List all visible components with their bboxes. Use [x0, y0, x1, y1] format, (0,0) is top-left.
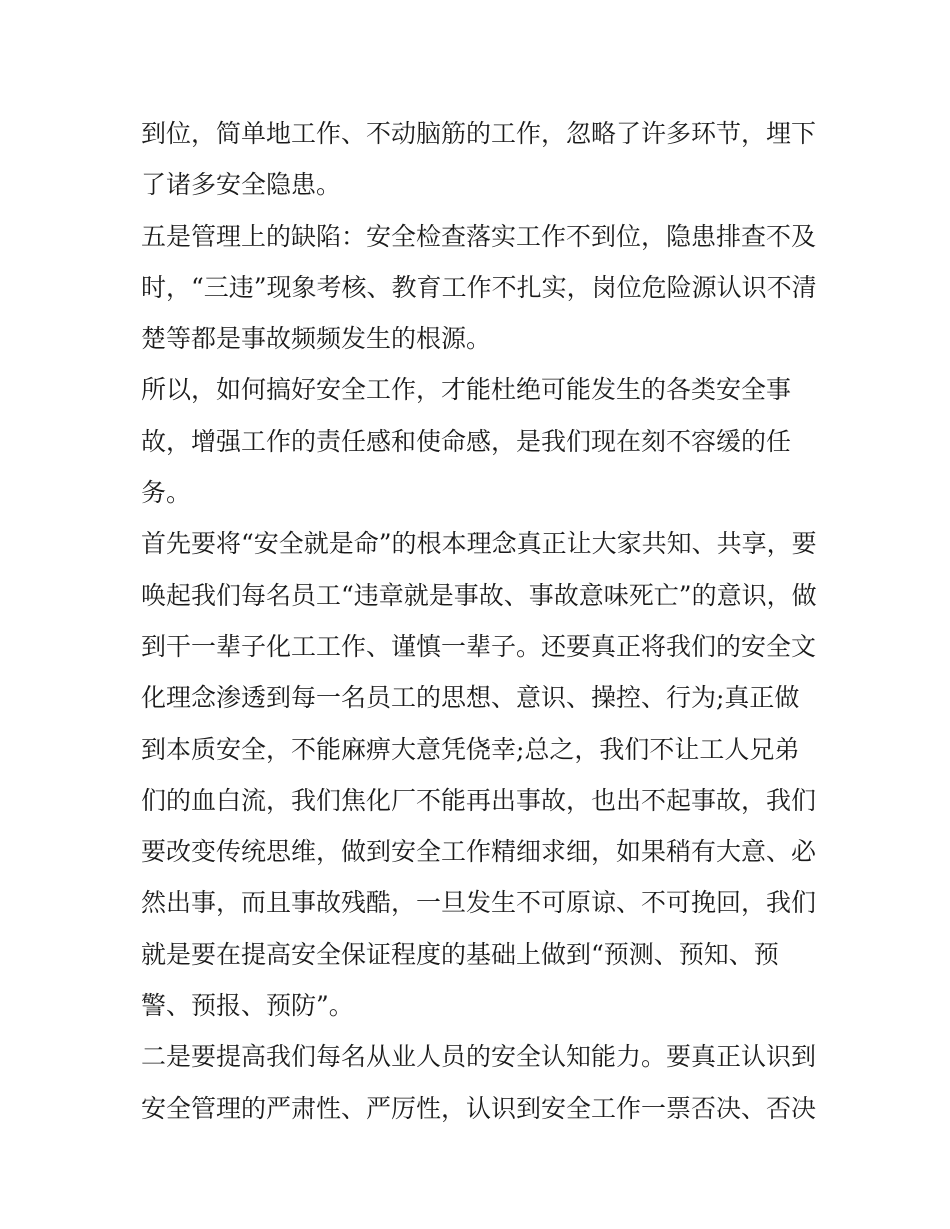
text-line: 到位，简单地工作、不动脑筋的工作，忽略了许多环节，埋下	[141, 119, 817, 148]
text-line: 时，“三违”现象考核、教育工作不扎实，岗位危险源认识不清	[141, 272, 817, 302]
text-line: 化理念渗透到每一名员工的思想、意识、操控、行为;真正做	[141, 683, 800, 713]
text-line: 警、预报、预防”。	[141, 991, 354, 1021]
text-line: 务。	[141, 478, 192, 508]
text-line: 楚等都是事故频频发生的根源。	[141, 324, 492, 354]
text-line: 故，增强工作的责任感和使命感，是我们现在刻不容缓的任	[141, 426, 792, 456]
text-line: 到本质安全，不能麻痹大意凭侥幸;总之，我们不让工人兄弟	[141, 734, 800, 764]
text-line: 二是要提高我们每名从业人员的安全认知能力。要真正认识到	[141, 1042, 817, 1072]
text-line: 然出事，而且事故残酷，一旦发生不可原谅、不可挽回，我们	[141, 888, 817, 918]
text-line: 们的血白流，我们焦化厂不能再出事故，也出不起事故，我们	[141, 785, 817, 815]
text-line: 唤起我们每名员工“违章就是事故、事故意味死亡”的意识，做	[141, 580, 817, 610]
text-line: 五是管理上的缺陷：安全检查落实工作不到位，隐患排查不及	[141, 221, 817, 251]
text-line: 首先要将“安全就是命”的根本理念真正让大家共知、共享，要	[141, 529, 817, 559]
document-body	[141, 108, 821, 1134]
text-line: 了诸多安全隐患。	[141, 170, 342, 200]
text-line: 到干一辈子化工工作、谨慎一辈子。还要真正将我们的安全文	[141, 631, 817, 661]
text-line: 安全管理的严肃性、严厉性，认识到安全工作一票否决、否决	[141, 1093, 817, 1123]
text-line: 所以，如何搞好安全工作，才能杜绝可能发生的各类安全事	[141, 375, 792, 405]
text-line: 就是要在提高安全保证程度的基础上做到“预测、预知、预	[141, 939, 779, 969]
text-line: 要改变传统思维，做到安全工作精细求细，如果稍有大意、必	[141, 837, 817, 867]
